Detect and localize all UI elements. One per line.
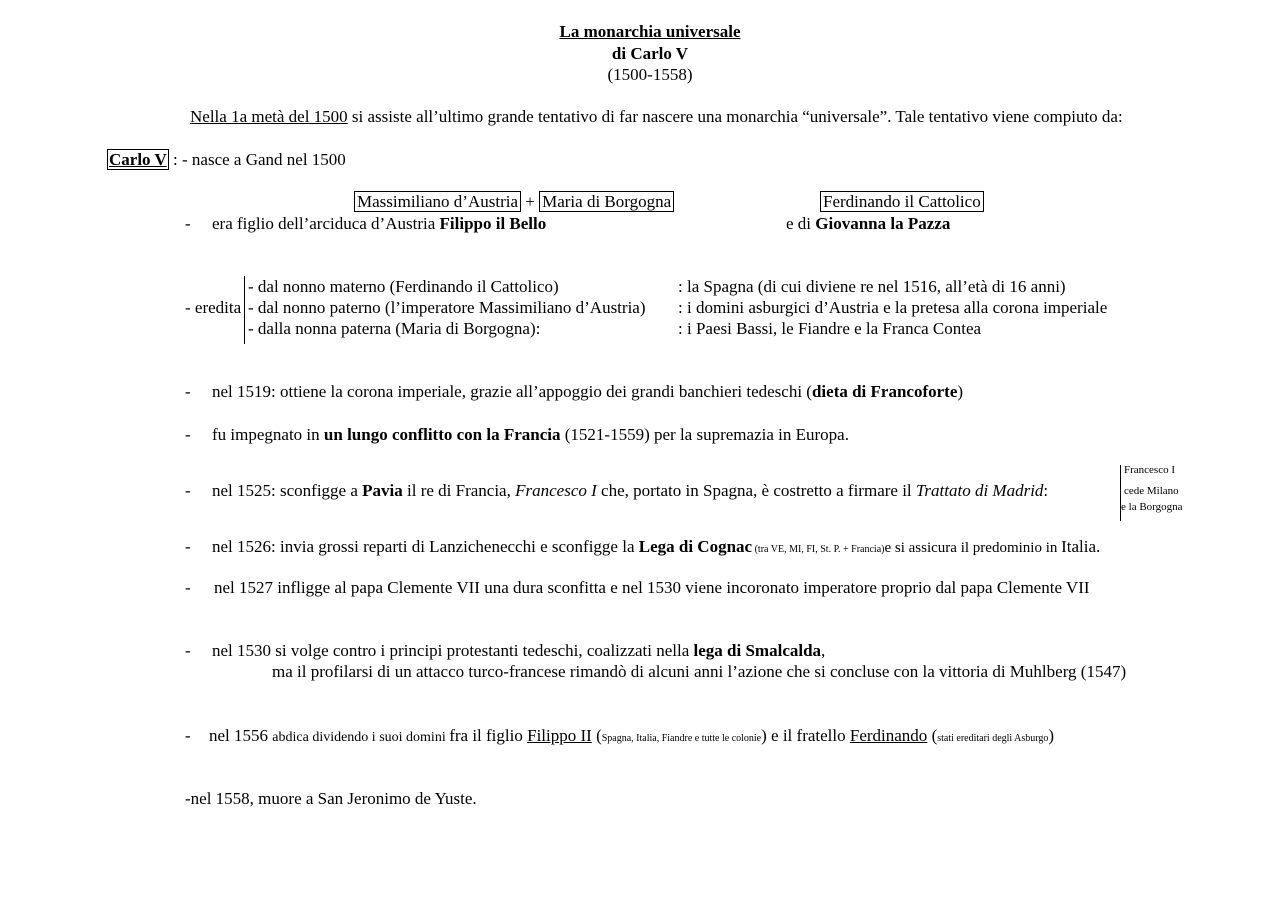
inheritance-source-2: - dal nonno paterno (l’imperatore Massimiliano d’Austria): [248, 298, 646, 317]
intro-rest: si assiste all’ultimo grande tentativo di far nascere una monarchia “universale”. Tale tentativo viene compiuto da:: [347, 107, 1123, 126]
e1530-dash: -: [185, 641, 191, 660]
treaty-note-3: e la Borgogna: [1121, 501, 1183, 513]
inheritance-result-1: : la Spagna (di cui diviene re nel 1516, all’età di 16 anni): [678, 277, 1066, 296]
grandfather-maternal-box: Ferdinando il Cattolico: [820, 191, 984, 212]
carlo-born: - nasce a Gand nel 1500: [177, 150, 346, 169]
inheritance-bracket: [244, 276, 245, 344]
e1519-dash: -: [185, 382, 191, 401]
e1556-line: nel 1556 abdica dividendo i suoi domini fra il figlio Filippo II (Spagna, Italia, Fiandre e tutte le colonie) e il fratello Ferdinando (stati ereditari degli Asburgo): [209, 726, 1055, 745]
heir-ferdinando: Ferdinando: [849, 726, 928, 745]
title-line-1: La monarchia universale: [559, 22, 741, 41]
treaty-note-1: Francesco I: [1124, 464, 1176, 476]
e1525-line: nel 1525: sconfigge a Pavia il re di Francia, Francesco I che, portato in Spagna, è costretto a firmare il Trattato di Madrid:: [212, 481, 1049, 500]
conflict-line: fu impegnato in un lungo conflitto con la Francia (1521-1559) per la supremazia in Europa.: [212, 425, 849, 444]
e1526-dash: -: [185, 537, 191, 556]
genealogy-paternal: [354, 191, 674, 212]
e1530-line: nel 1530 si volge contro i principi protestanti tedeschi, coalizzati nella lega di Smalcalda,: [212, 641, 826, 660]
e1558-line: -nel 1558, muore a San Jeronimo de Yuste.: [185, 789, 477, 808]
carlo-born-line: Carlo V : - nasce a Gand nel 1500: [109, 150, 346, 169]
intro-paragraph: [190, 107, 1123, 127]
parents-dash: -: [185, 214, 191, 233]
father-name: Filippo il Bello: [439, 214, 547, 233]
treaty-note-2: cede Milano: [1124, 485, 1179, 497]
inheritance-result-3: : i Paesi Bassi, le Fiandre e la Franca Contea: [678, 319, 982, 338]
e1530-line-2: ma il profilarsi di un attacco turco-francese rimandò di alcuni anni l’azione che si concluse con la vittoria di Muhlberg (1547): [272, 662, 1127, 681]
title-line-2: di Carlo V: [611, 44, 689, 63]
inheritance-result-2: : i domini asburgici d’Austria e la pretesa alla corona imperiale: [678, 298, 1108, 317]
parents-line: era figlio dell’arciduca d’Austria Filippo il Bello: [212, 214, 547, 233]
inheritance-source-1: - dal nonno materno (Ferdinando il Cattolico): [248, 277, 559, 296]
title-line-3: (1500-1558): [607, 65, 693, 84]
mother-line: e di Giovanna la Pazza: [786, 214, 951, 233]
e1556-dash: -: [185, 726, 191, 745]
grandfather-paternal-box: Massimiliano d’Austria: [354, 191, 521, 212]
e1525-dash: -: [185, 481, 191, 500]
inheritance-label: - eredita: [185, 298, 242, 317]
conflict-dash: -: [185, 425, 191, 444]
carlo-label: Carlo V: [109, 150, 167, 169]
heir-filippo: Filippo II: [527, 726, 592, 745]
mother-name: Giovanna la Pazza: [815, 214, 951, 233]
grandmother-paternal-box: Maria di Borgogna: [539, 191, 674, 212]
e1519-line: nel 1519: ottiene la corona imperiale, grazie all’appoggio dei grandi banchieri tedeschi (dieta di Francoforte): [212, 382, 964, 401]
intro-underlined: Nella 1a metà del 1500: [190, 107, 348, 126]
plus-sign: +: [525, 192, 535, 211]
e1527-line: nel 1527 infligge al papa Clemente VII una dura sconfitta e nel 1530 viene incoronato imperatore proprio dal papa Clemente VII: [214, 578, 1090, 597]
e1526-line: nel 1526: invia grossi reparti di Lanzichenecchi e sconfigge la Lega di Cognac (tra VE, MI, FI, St. P. + Francia)e si assicura il predominio in Italia.: [212, 537, 1101, 556]
inheritance-source-3: - dalla nonna paterna (Maria di Borgogna):: [248, 319, 541, 338]
e1527-dash: -: [185, 578, 191, 597]
genealogy-maternal: [820, 191, 984, 212]
